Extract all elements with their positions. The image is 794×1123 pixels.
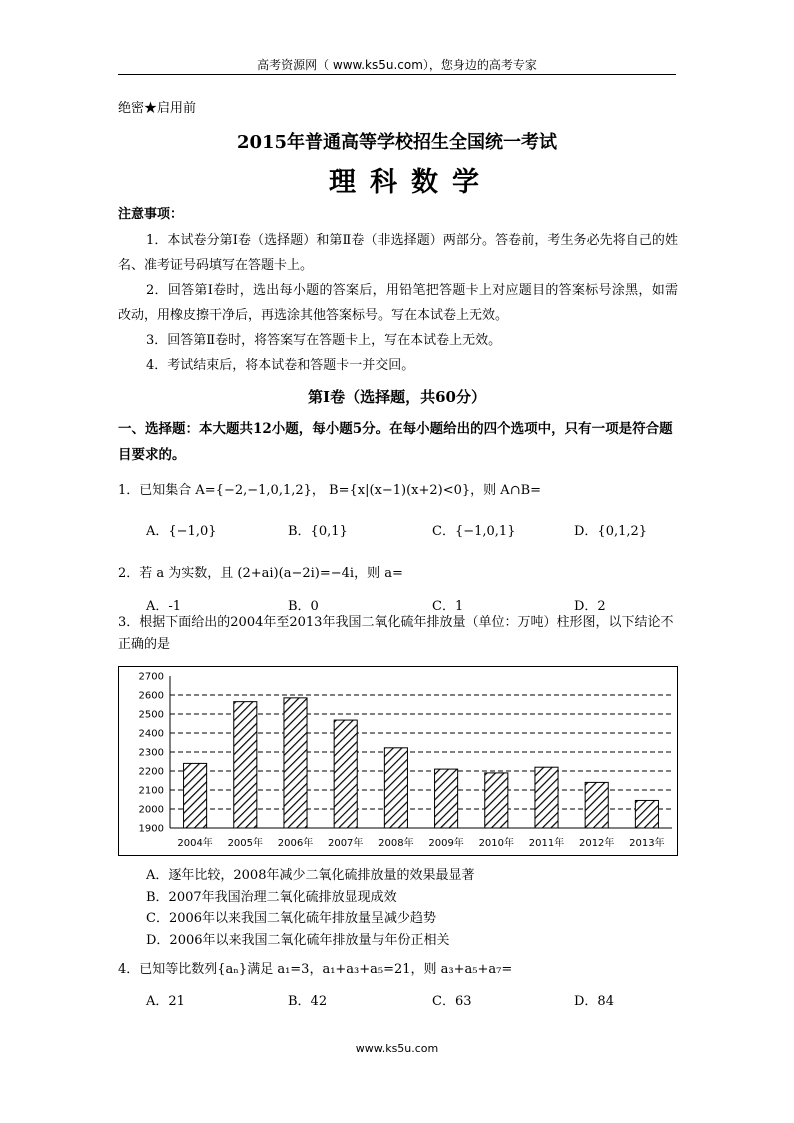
x-tick-label: 2009年	[428, 838, 464, 849]
question-2-option-b: B．0	[288, 599, 319, 614]
x-tick-label: 2010年	[478, 838, 515, 849]
note-item: 1．本试卷分第Ⅰ卷（选择题）和第Ⅱ卷（非选择题）两部分。答卷前，考生务必先将自己的姓名、准考证号码填写在答题卡上。	[118, 233, 678, 273]
question-3-option-b: B．2007年我国治理二氧化硫排放显现成效	[146, 890, 397, 905]
question-4-option-c: C．63	[432, 994, 472, 1009]
y-tick-label: 2200	[138, 766, 164, 778]
y-tick-label: 2100	[138, 785, 164, 797]
bar-2007年	[334, 720, 357, 828]
question-4-stem: 4．已知等比数列{aₙ}满足 a₁=3，a₁+a₃+a₅=21，则 a₃+a₅+a₇=	[118, 962, 513, 977]
section-title: 第Ⅰ卷（选择题，共60分）	[308, 388, 486, 406]
x-tick-label: 2013年	[629, 838, 665, 849]
y-tick-label: 2300	[138, 747, 164, 759]
question-3-option-d: D．2006年以来我国二氧化硫年排放量与年份正相关	[146, 933, 450, 948]
bar-2009年	[435, 769, 458, 828]
question-4-option-b: B．42	[288, 994, 328, 1009]
x-tick-label: 2008年	[378, 838, 414, 849]
question-3-option-c: C．2006年以来我国二氧化硫年排放量呈减少趋势	[146, 911, 437, 926]
bar-2013年	[635, 800, 658, 828]
bar-2004年	[184, 763, 207, 828]
x-tick-label: 2012年	[578, 838, 615, 849]
question-1-option-c: C．{−1,0,1}	[432, 524, 516, 539]
exam-subject: 理科数学	[329, 167, 493, 198]
x-tick-label: 2011年	[528, 838, 565, 849]
question-2-option-a: A．-1	[146, 599, 182, 614]
bar-2012年	[585, 782, 608, 828]
question-1-option-a: A．{−1,0}	[146, 524, 217, 539]
note-item: 3．回答第Ⅱ卷时，将答案写在答题卡上，写在本试卷上无效。	[146, 333, 502, 348]
y-tick-label: 2500	[138, 709, 164, 721]
question-3-option-a: A．逐年比较，2008年减少二氧化硫排放量的效果最显著	[146, 868, 475, 883]
bar-2005年	[234, 702, 257, 828]
question-3-stem: 3．根据下面给出的2004年至2013年我国二氧化硫年排放量（单位：万吨）柱形图，以下结论不正确的是	[118, 615, 674, 652]
header-divider	[118, 74, 676, 75]
question-4-option-d: D．84	[574, 994, 614, 1009]
notes-list	[118, 228, 678, 378]
notes-heading: 注意事项：	[118, 207, 184, 222]
confidential-label: 绝密★启用前	[118, 101, 197, 116]
y-tick-label: 2400	[138, 728, 164, 740]
note-item: 2．回答第Ⅰ卷时，选出每小题的答案后，用铅笔把答题卡上对应题目的答案标号涂黑，如需改动，用橡皮擦干净后，再选涂其他答案标号。写在本试卷上无效。	[118, 283, 678, 323]
question-4-option-a: A．21	[146, 994, 185, 1009]
question-2-option-d: D．2	[574, 599, 606, 614]
bar-chart-svg	[118, 666, 678, 856]
y-tick-label: 2700	[138, 671, 164, 683]
bar-2011年	[535, 767, 558, 828]
bar-2006年	[284, 698, 307, 828]
question-2-stem: 2．若 a 为实数，且 (2+ai)(a−2i)=−4i，则 a=	[118, 566, 403, 581]
emissions-bar-chart	[118, 666, 678, 860]
question-1-option-b: B．{0,1}	[288, 524, 348, 539]
x-tick-label: 2006年	[277, 838, 314, 849]
y-tick-label: 1900	[138, 823, 164, 835]
bar-2010年	[485, 773, 508, 828]
x-tick-label: 2004年	[177, 838, 213, 849]
x-tick-label: 2005年	[227, 838, 264, 849]
y-tick-label: 2000	[138, 804, 164, 816]
bar-2008年	[384, 748, 407, 828]
exam-title: 2015年普通高等学校招生全国统一考试	[236, 132, 558, 153]
y-tick-label: 2600	[138, 690, 164, 702]
question-2-option-c: C．1	[432, 599, 464, 614]
question-1-option-d: D．{0,1,2}	[574, 524, 648, 539]
page-footer: www.ks5u.com	[355, 1042, 439, 1055]
note-item: 4．考试结束后，将本试卷和答题卡一并交回。	[146, 358, 415, 373]
page-header: 高考资源网（ www.ks5u.com），您身边的高考专家	[257, 58, 537, 72]
section-instructions: 一、选择题：本大题共12小题，每小题5分。在每小题给出的四个选项中，只有一项是符合题目要求的。	[118, 421, 673, 463]
x-tick-label: 2007年	[327, 838, 364, 849]
question-1-stem: 1．已知集合 A={−2,−1,0,1,2}， B={x|(x−1)(x+2)<0}，则 A∩B=	[118, 483, 542, 498]
